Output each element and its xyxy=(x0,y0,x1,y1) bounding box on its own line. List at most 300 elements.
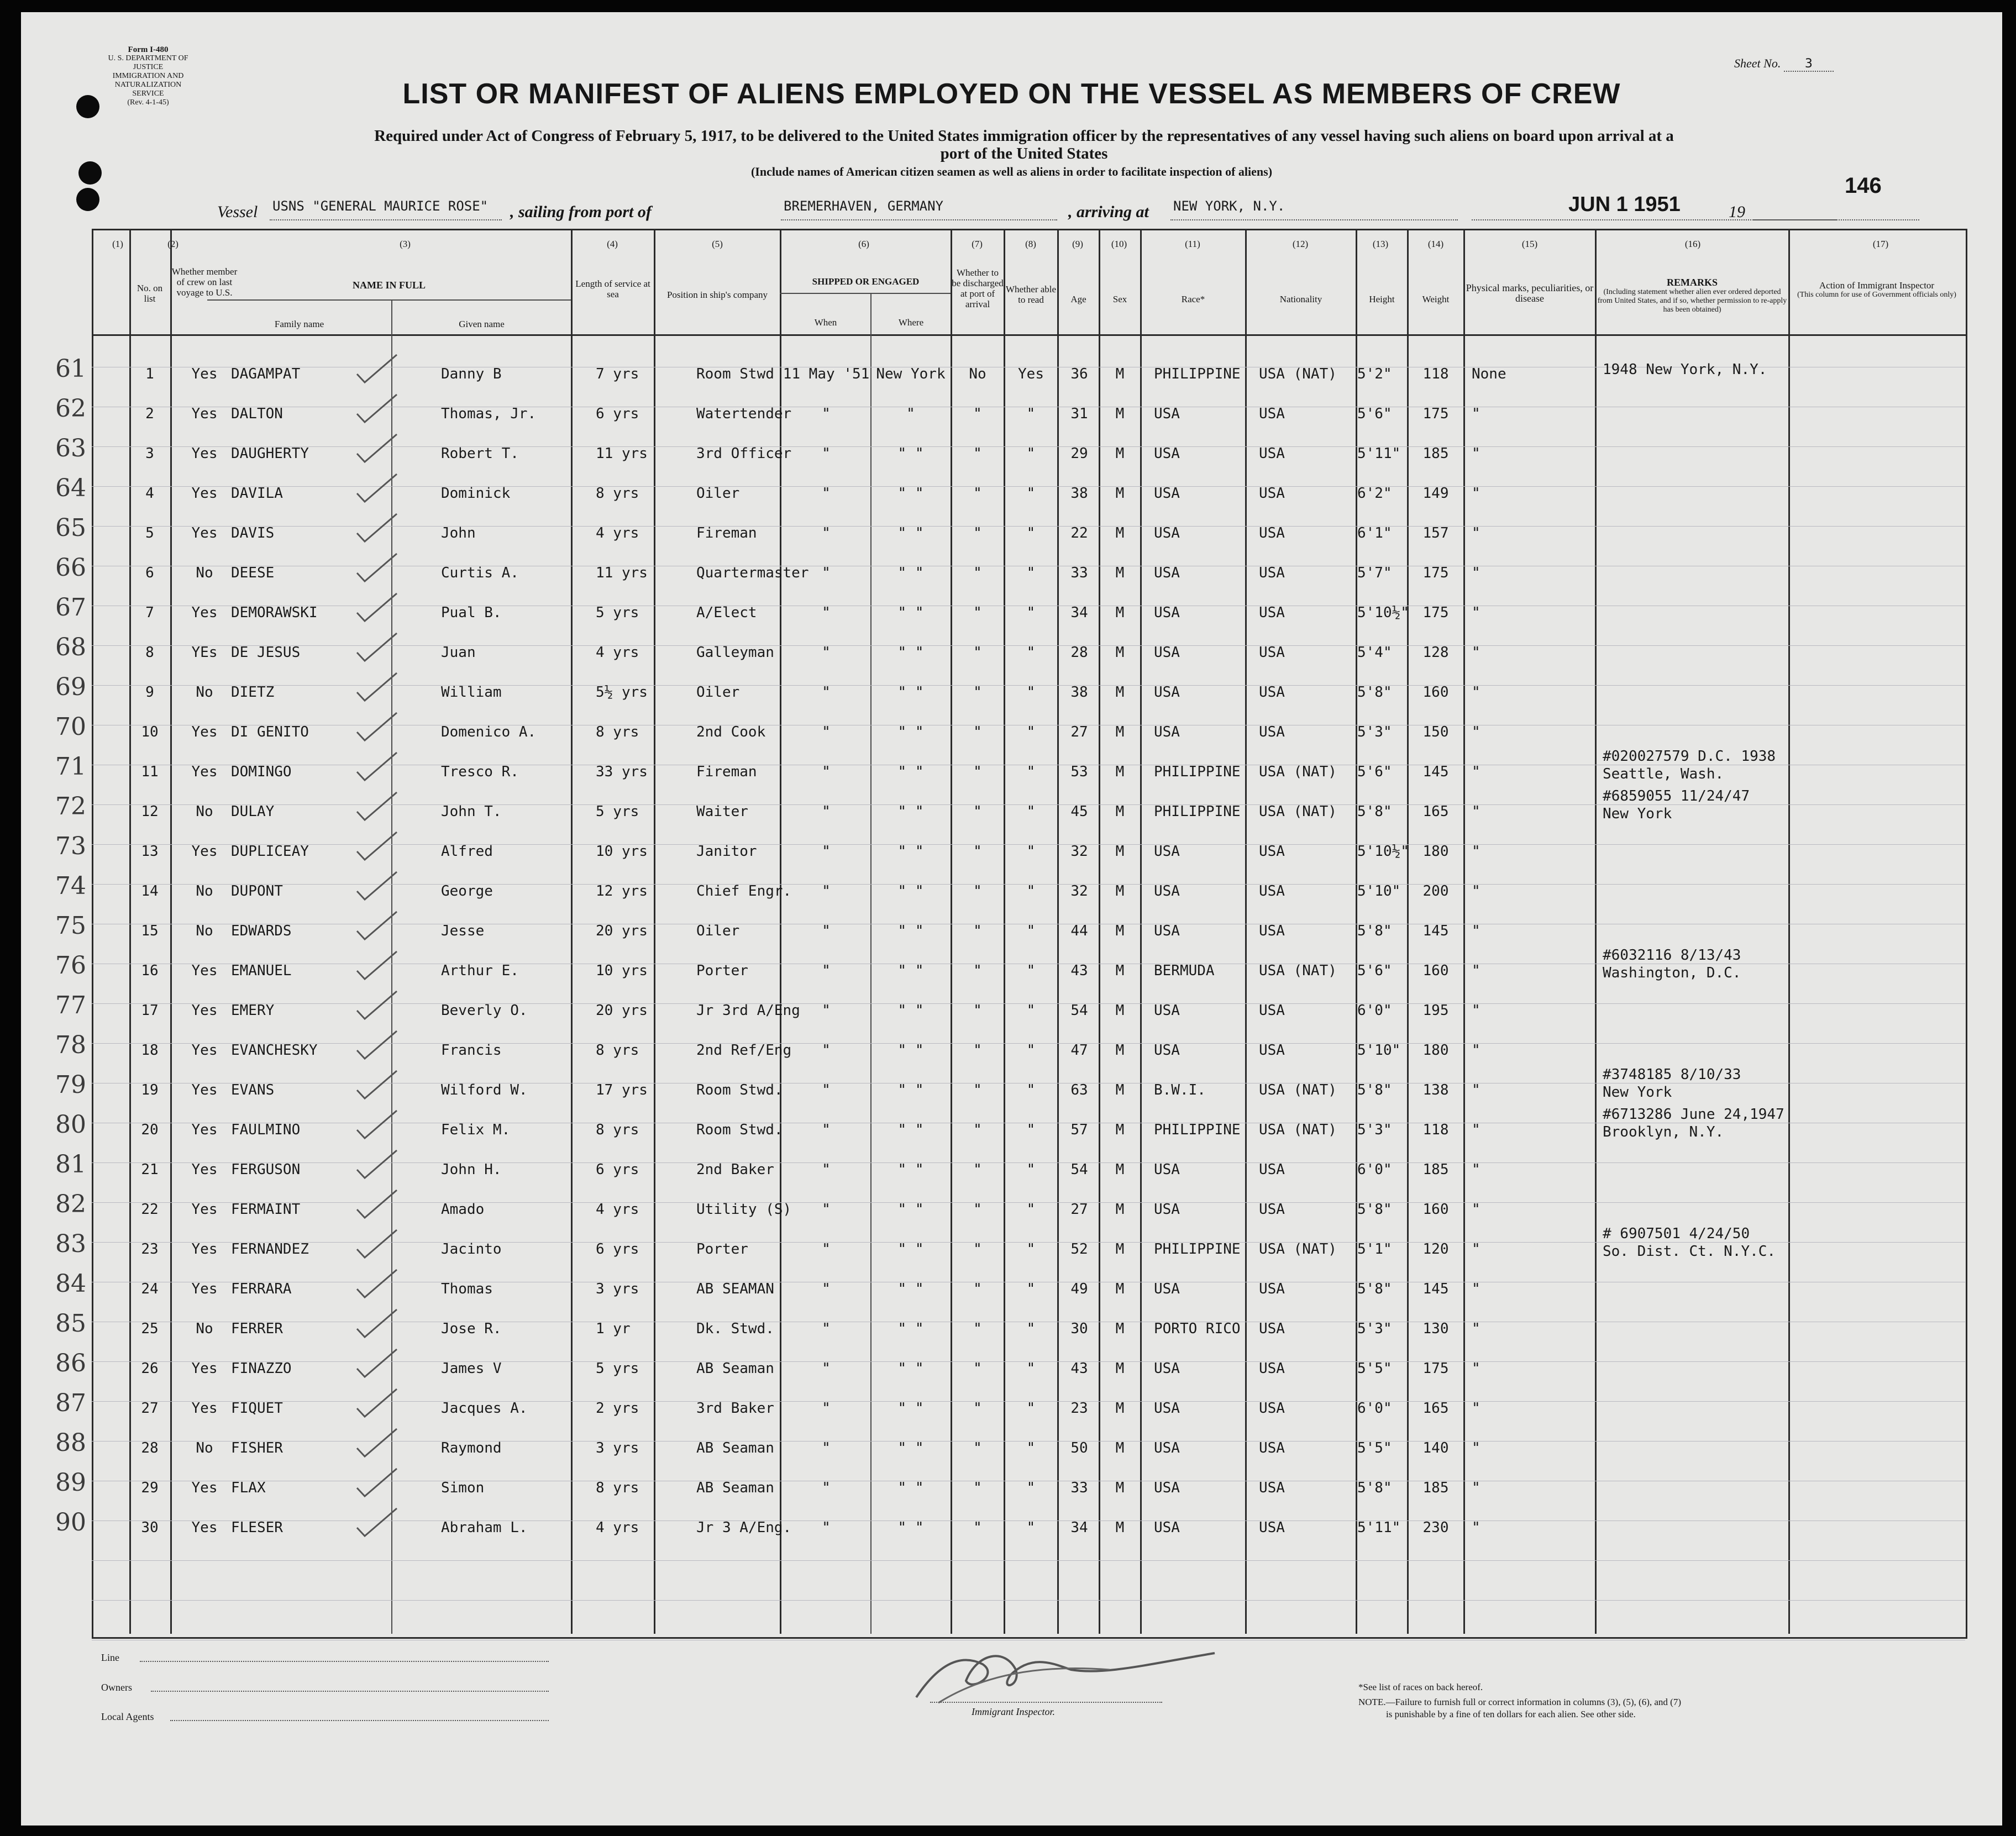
col-header-able-to-read: Whether able to read xyxy=(1005,284,1057,305)
cell-member: No xyxy=(196,684,213,701)
cell-position: Utility (S) xyxy=(696,1201,792,1218)
table-row xyxy=(21,673,2002,717)
cell-age: 47 xyxy=(1070,1042,1088,1059)
cell-no: 3 xyxy=(145,445,154,462)
cell-weight: 149 xyxy=(1422,485,1449,502)
table-row xyxy=(21,514,2002,558)
cell-nationality: USA xyxy=(1259,1400,1285,1417)
cell-no: 10 xyxy=(141,724,159,740)
cell-sex: M xyxy=(1115,366,1125,382)
margin-line-number: 73 xyxy=(55,832,86,860)
cell-marks: " xyxy=(1472,724,1481,740)
cell-age: 33 xyxy=(1070,565,1088,581)
cell-read: " xyxy=(1026,525,1036,541)
cell-remarks2: New York xyxy=(1603,806,1672,822)
cell-given: George xyxy=(441,883,493,899)
cell-family: DALTON xyxy=(231,406,283,422)
cell-member: Yes xyxy=(191,724,218,740)
cell-sex: M xyxy=(1115,1002,1125,1019)
cell-where: " " xyxy=(897,1321,924,1337)
cell-family: FERMAINT xyxy=(231,1201,301,1218)
cell-service: 8 yrs xyxy=(596,724,639,740)
cell-position: Oiler xyxy=(696,923,740,939)
cell-weight: 230 xyxy=(1422,1519,1449,1536)
cell-race: B.W.I. xyxy=(1154,1082,1206,1098)
cell-nationality: USA xyxy=(1259,684,1285,701)
cell-family: DIETZ xyxy=(231,684,275,701)
cell-position: Jr 3rd A/Eng xyxy=(696,1002,800,1019)
cell-marks: " xyxy=(1472,445,1481,462)
cell-height: 5'7" xyxy=(1357,565,1392,581)
cell-marks: " xyxy=(1472,1400,1481,1417)
cell-remarks: #3748185 8/10/33 xyxy=(1603,1066,1741,1083)
cell-position: AB Seaman xyxy=(696,1360,774,1377)
cell-sex: M xyxy=(1115,1082,1125,1098)
cell-given: Felix M. xyxy=(441,1122,511,1138)
cell-where: " " xyxy=(897,1002,924,1019)
cell-marks: " xyxy=(1472,923,1481,939)
cell-age: 45 xyxy=(1070,803,1088,820)
cell-sex: M xyxy=(1115,1241,1125,1258)
cell-nationality: USA (NAT) xyxy=(1259,803,1337,820)
check-mark-icon xyxy=(353,1028,402,1061)
cell-read: " xyxy=(1026,724,1036,740)
cell-service: 8 yrs xyxy=(596,485,639,502)
col-header-member: Whether member of crew on last voyage to U.S. xyxy=(171,266,238,298)
cell-no: 6 xyxy=(145,565,154,581)
table-row xyxy=(21,872,2002,916)
cell-nationality: USA (NAT) xyxy=(1259,962,1337,979)
punch-hole xyxy=(76,188,99,211)
cell-weight: 150 xyxy=(1422,724,1449,740)
check-mark-icon xyxy=(353,1426,402,1459)
cell-no: 13 xyxy=(141,843,159,860)
footer-agents-label: Local Agents xyxy=(101,1711,154,1722)
margin-line-number: 78 xyxy=(55,1031,86,1059)
cell-given: James V xyxy=(441,1360,502,1377)
cell-nationality: USA xyxy=(1259,644,1285,661)
cell-age: 49 xyxy=(1070,1281,1088,1297)
cell-remarks: #6032116 8/13/43 xyxy=(1603,947,1741,964)
check-mark-icon xyxy=(353,352,402,385)
cell-family: FERGUSON xyxy=(231,1161,301,1178)
cell-race: USA xyxy=(1154,485,1180,502)
margin-line-number: 68 xyxy=(55,633,86,661)
cell-member: Yes xyxy=(191,1042,218,1059)
cell-race: USA xyxy=(1154,445,1180,462)
cell-race: USA xyxy=(1154,565,1180,581)
cell-where: " " xyxy=(897,1281,924,1297)
cell-given: Thomas xyxy=(441,1281,493,1297)
check-mark-icon xyxy=(353,1068,402,1101)
cell-position: Room Stwd. xyxy=(696,1082,783,1098)
cell-service: 4 yrs xyxy=(596,1201,639,1218)
cell-nationality: USA (NAT) xyxy=(1259,1122,1337,1138)
cell-service: 33 yrs xyxy=(596,764,648,780)
cell-when: " xyxy=(822,1161,831,1178)
cell-member: YEs xyxy=(191,644,218,661)
col-num: (10) xyxy=(1111,239,1127,249)
cell-no: 7 xyxy=(145,604,154,621)
cell-member: Yes xyxy=(191,1002,218,1019)
table-row xyxy=(21,1150,2002,1195)
cell-race: PORTO RICO xyxy=(1154,1321,1241,1337)
col-header-when: When xyxy=(814,317,837,328)
cell-member: Yes xyxy=(191,1161,218,1178)
margin-line-number: 70 xyxy=(55,713,86,741)
cell-service: 10 yrs xyxy=(596,843,648,860)
cell-family: EVANCHESKY xyxy=(231,1042,318,1059)
cell-age: 53 xyxy=(1070,764,1088,780)
cell-nationality: USA (NAT) xyxy=(1259,1241,1337,1258)
cell-height: 5'8" xyxy=(1357,684,1392,701)
cell-height: 6'1" xyxy=(1357,525,1392,541)
cell-member: Yes xyxy=(191,1201,218,1218)
cell-no: 18 xyxy=(141,1042,159,1059)
cell-age: 43 xyxy=(1070,1360,1088,1377)
cell-nationality: USA xyxy=(1259,565,1285,581)
cell-service: 5 yrs xyxy=(596,803,639,820)
cell-no: 1 xyxy=(145,366,154,382)
col-num: (4) xyxy=(607,239,618,249)
cell-weight: 200 xyxy=(1422,883,1449,899)
cell-weight: 160 xyxy=(1422,962,1449,979)
cell-age: 32 xyxy=(1070,883,1088,899)
col-header-weight: Weight xyxy=(1422,294,1450,304)
cell-position: Chief Engr. xyxy=(696,883,792,899)
margin-line-number: 88 xyxy=(55,1429,86,1457)
cell-remarks: # 6907501 4/24/50 xyxy=(1603,1225,1750,1242)
cell-marks: " xyxy=(1472,525,1481,541)
cell-race: PHILIPPINE xyxy=(1154,366,1241,382)
table-row xyxy=(21,434,2002,478)
cell-age: 32 xyxy=(1070,843,1088,860)
cell-when: " xyxy=(822,923,831,939)
cell-race: USA xyxy=(1154,1440,1180,1456)
cell-marks: " xyxy=(1472,1519,1481,1536)
vessel-line xyxy=(217,193,1875,225)
cell-marks: " xyxy=(1472,764,1481,780)
cell-given: Jose R. xyxy=(441,1321,502,1337)
cell-where: " " xyxy=(897,445,924,462)
check-mark-icon xyxy=(353,551,402,584)
cell-age: 27 xyxy=(1070,724,1088,740)
cell-race: USA xyxy=(1154,1042,1180,1059)
check-mark-icon xyxy=(353,591,402,624)
cell-age: 57 xyxy=(1070,1122,1088,1138)
cell-where: " " xyxy=(897,1201,924,1218)
cell-nationality: USA xyxy=(1259,1042,1285,1059)
cell-where: " xyxy=(906,406,915,422)
cell-discharged: " xyxy=(973,1161,982,1178)
margin-line-number: 65 xyxy=(55,514,86,542)
check-mark-icon xyxy=(353,1148,402,1181)
cell-member: No xyxy=(196,1440,213,1456)
cell-where: " " xyxy=(897,843,924,860)
cell-remarks2: Washington, D.C. xyxy=(1603,965,1741,981)
cell-family: DAUGHERTY xyxy=(231,445,309,462)
cell-sex: M xyxy=(1115,1122,1125,1138)
arriving-label: , arriving at xyxy=(1068,203,1149,221)
cell-height: 5'8" xyxy=(1357,1201,1392,1218)
cell-nationality: USA xyxy=(1259,883,1285,899)
table-row xyxy=(21,947,2002,996)
cell-service: 6 yrs xyxy=(596,1161,639,1178)
cell-given: Arthur E. xyxy=(441,962,519,979)
cell-where: " " xyxy=(897,1241,924,1258)
cell-weight: 128 xyxy=(1422,644,1449,661)
cell-family: DAVILA xyxy=(231,485,283,502)
cell-no: 11 xyxy=(141,764,159,780)
table-row xyxy=(21,1270,2002,1314)
cell-read: " xyxy=(1026,1321,1036,1337)
cell-no: 20 xyxy=(141,1122,159,1138)
cell-when: " xyxy=(822,962,831,979)
cell-where: " " xyxy=(897,565,924,581)
cell-nationality: USA xyxy=(1259,604,1285,621)
check-mark-icon xyxy=(353,1307,402,1340)
cell-when: " xyxy=(822,565,831,581)
cell-read: " xyxy=(1026,1241,1036,1258)
cell-sex: M xyxy=(1115,604,1125,621)
cell-family: FERRER xyxy=(231,1321,283,1337)
margin-line-number: 90 xyxy=(55,1508,86,1537)
cell-read: " xyxy=(1026,1519,1036,1536)
cell-position: Quartermaster xyxy=(696,565,809,581)
cell-no: 16 xyxy=(141,962,159,979)
margin-line-number: 67 xyxy=(55,593,86,622)
cell-where: " " xyxy=(897,684,924,701)
margin-line-number: 74 xyxy=(55,872,86,900)
cell-marks: " xyxy=(1472,962,1481,979)
cell-nationality: USA xyxy=(1259,1440,1285,1456)
cell-read: " xyxy=(1026,1201,1036,1218)
cell-nationality: USA xyxy=(1259,1002,1285,1019)
cell-height: 5'5" xyxy=(1357,1360,1392,1377)
cell-family: DEESE xyxy=(231,565,275,581)
cell-height: 5'10" xyxy=(1357,883,1401,899)
cell-read: " xyxy=(1026,962,1036,979)
cell-height: 5'6" xyxy=(1357,962,1392,979)
page-stamp-number: 146 xyxy=(1845,173,1882,198)
cell-marks: " xyxy=(1472,1122,1481,1138)
cell-where: " " xyxy=(897,1400,924,1417)
cell-service: 4 yrs xyxy=(596,525,639,541)
cell-marks: " xyxy=(1472,485,1481,502)
cell-weight: 145 xyxy=(1422,764,1449,780)
cell-given: Curtis A. xyxy=(441,565,519,581)
cell-discharged: " xyxy=(973,724,982,740)
cell-discharged: " xyxy=(973,445,982,462)
cell-weight: 175 xyxy=(1422,565,1449,581)
cell-service: 11 yrs xyxy=(596,565,648,581)
cell-sex: M xyxy=(1115,883,1125,899)
cell-position: Porter xyxy=(696,962,748,979)
cell-service: 12 yrs xyxy=(596,883,648,899)
form-service: IMMIGRATION AND NATURALIZATION SERVICE xyxy=(112,72,184,98)
cell-weight: 165 xyxy=(1422,1400,1449,1417)
cell-given: John T. xyxy=(441,803,502,820)
cell-marks: " xyxy=(1472,604,1481,621)
arrival-date-stamp: JUN 1 1951 xyxy=(1568,193,1681,216)
cell-family: DE JESUS xyxy=(231,644,301,661)
cell-marks: " xyxy=(1472,1480,1481,1496)
cell-family: DI GENITO xyxy=(231,724,309,740)
cell-member: Yes xyxy=(191,1400,218,1417)
cell-family: FINAZZO xyxy=(231,1360,292,1377)
cell-position: Fireman xyxy=(696,764,757,780)
subtitle-note: (Include names of American citizen seamen as well as aliens in order to facilitate inspection of aliens) xyxy=(750,165,1273,178)
cell-position: AB Seaman xyxy=(696,1480,774,1496)
cell-height: 6'2" xyxy=(1357,485,1392,502)
cell-nationality: USA xyxy=(1259,1281,1285,1297)
footnote-races: *See list of races on back hereof. xyxy=(1358,1682,1483,1692)
col-header-action-note: (This column for use of Government officials only) xyxy=(1797,291,1956,299)
cell-given: Jacinto xyxy=(441,1241,502,1258)
cell-service: 4 yrs xyxy=(596,644,639,661)
cell-sex: M xyxy=(1115,1161,1125,1178)
cell-sex: M xyxy=(1115,1519,1125,1536)
sheet-number-value: 3 xyxy=(1784,57,1834,72)
table-row xyxy=(21,1225,2002,1274)
cell-age: 50 xyxy=(1070,1440,1088,1456)
cell-remarks: #6713286 June 24,1947 xyxy=(1603,1106,1784,1123)
col-num: (2) xyxy=(167,239,179,249)
cell-marks: " xyxy=(1472,644,1481,661)
cell-discharged: " xyxy=(973,883,982,899)
margin-line-number: 83 xyxy=(55,1230,86,1258)
cell-service: 3 yrs xyxy=(596,1281,639,1297)
cell-nationality: USA xyxy=(1259,923,1285,939)
cell-family: FERNANDEZ xyxy=(231,1241,309,1258)
cell-family: FISHER xyxy=(231,1440,283,1456)
cell-when: " xyxy=(822,1042,831,1059)
cell-race: USA xyxy=(1154,923,1180,939)
cell-remarks2: New York xyxy=(1603,1084,1672,1101)
cell-given: Danny B xyxy=(441,366,502,382)
cell-member: Yes xyxy=(191,1241,218,1258)
cell-read: " xyxy=(1026,1400,1036,1417)
cell-given: Beverly O. xyxy=(441,1002,528,1019)
cell-read: " xyxy=(1026,803,1036,820)
cell-given: Thomas, Jr. xyxy=(441,406,537,422)
cell-no: 25 xyxy=(141,1321,159,1337)
cell-sex: M xyxy=(1115,644,1125,661)
check-mark-icon xyxy=(353,829,402,862)
cell-service: 11 yrs xyxy=(596,445,648,462)
cell-given: William xyxy=(441,684,502,701)
cell-race: PHILIPPINE xyxy=(1154,764,1241,780)
check-mark-icon xyxy=(353,1267,402,1300)
cell-where: " " xyxy=(897,604,924,621)
cell-age: 38 xyxy=(1070,684,1088,701)
cell-given: Jacques A. xyxy=(441,1400,528,1417)
cell-member: No xyxy=(196,883,213,899)
cell-member: Yes xyxy=(191,764,218,780)
cell-service: 5½ yrs xyxy=(596,684,648,701)
cell-service: 10 yrs xyxy=(596,962,648,979)
col-num: (17) xyxy=(1872,239,1889,249)
cell-weight: 140 xyxy=(1422,1440,1449,1456)
margin-line-number: 66 xyxy=(55,554,86,582)
cell-family: FLAX xyxy=(231,1480,266,1496)
check-mark-icon xyxy=(353,392,402,425)
cell-remarks: #6859055 11/24/47 xyxy=(1603,788,1750,804)
cell-where: " " xyxy=(897,1360,924,1377)
cell-remarks2: So. Dist. Ct. N.Y.C. xyxy=(1603,1243,1776,1260)
check-mark-icon xyxy=(353,1227,402,1260)
margin-line-number: 63 xyxy=(55,434,86,462)
cell-sex: M xyxy=(1115,406,1125,422)
cell-given: Jesse xyxy=(441,923,485,939)
margin-line-number: 82 xyxy=(55,1190,86,1218)
cell-race: PHILIPPINE xyxy=(1154,1122,1241,1138)
cell-sex: M xyxy=(1115,525,1125,541)
cell-remarks: 1948 New York, N.Y. xyxy=(1603,361,1767,378)
cell-weight: 175 xyxy=(1422,406,1449,422)
cell-discharged: " xyxy=(973,1002,982,1019)
cell-nationality: USA xyxy=(1259,1519,1285,1536)
cell-family: DAGAMPAT xyxy=(231,366,301,382)
col-header-remarks-note: (Including statement whether alien ever ordered deported from United States, and if so, whether permission to re-apply has been obtained) xyxy=(1597,288,1787,314)
check-mark-icon xyxy=(353,1187,402,1221)
cell-position: Oiler xyxy=(696,485,740,502)
cell-discharged: " xyxy=(973,1281,982,1297)
cell-race: BERMUDA xyxy=(1154,962,1215,979)
cell-weight: 160 xyxy=(1422,1201,1449,1218)
cell-position: Watertender xyxy=(696,406,792,422)
cell-discharged: " xyxy=(973,1042,982,1059)
table-row xyxy=(21,1309,2002,1354)
cell-where: " " xyxy=(897,485,924,502)
cell-height: 5'8" xyxy=(1357,923,1392,939)
cell-sex: M xyxy=(1115,724,1125,740)
cell-height: 5'10" xyxy=(1357,1042,1401,1059)
col-header-discharged: Whether to be discharged at port of arrival xyxy=(952,267,1004,309)
vessel-label: Vessel xyxy=(217,203,258,221)
col-num: (6) xyxy=(858,239,869,249)
cell-service: 5 yrs xyxy=(596,1360,639,1377)
table-row xyxy=(21,832,2002,876)
table-row xyxy=(21,1469,2002,1513)
cell-discharged: " xyxy=(973,764,982,780)
col-header-family-name: Family name xyxy=(274,319,324,329)
cell-where: " " xyxy=(897,1122,924,1138)
cell-marks: " xyxy=(1472,684,1481,701)
cell-service: 5 yrs xyxy=(596,604,639,621)
row-ruling xyxy=(92,1560,1965,1561)
row-ruling xyxy=(92,1600,1965,1601)
cell-sex: M xyxy=(1115,1321,1125,1337)
cell-member: Yes xyxy=(191,485,218,502)
col-header-action-title: Action of Immigrant Inspector xyxy=(1819,280,1935,291)
form-number: Form I-480 xyxy=(128,45,169,54)
cell-position: Jr 3 A/Eng. xyxy=(696,1519,792,1536)
cell-given: Francis xyxy=(441,1042,502,1059)
cell-where: " " xyxy=(897,1519,924,1536)
table-row xyxy=(21,1508,2002,1553)
cell-height: 5'8" xyxy=(1357,1480,1392,1496)
cell-sex: M xyxy=(1115,485,1125,502)
cell-given: Dominick xyxy=(441,485,511,502)
cell-age: 63 xyxy=(1070,1082,1088,1098)
check-mark-icon xyxy=(353,949,402,982)
cell-member: Yes xyxy=(191,1281,218,1297)
cell-read: " xyxy=(1026,883,1036,899)
cell-no: 5 xyxy=(145,525,154,541)
cell-member: Yes xyxy=(191,962,218,979)
cell-marks: " xyxy=(1472,1201,1481,1218)
